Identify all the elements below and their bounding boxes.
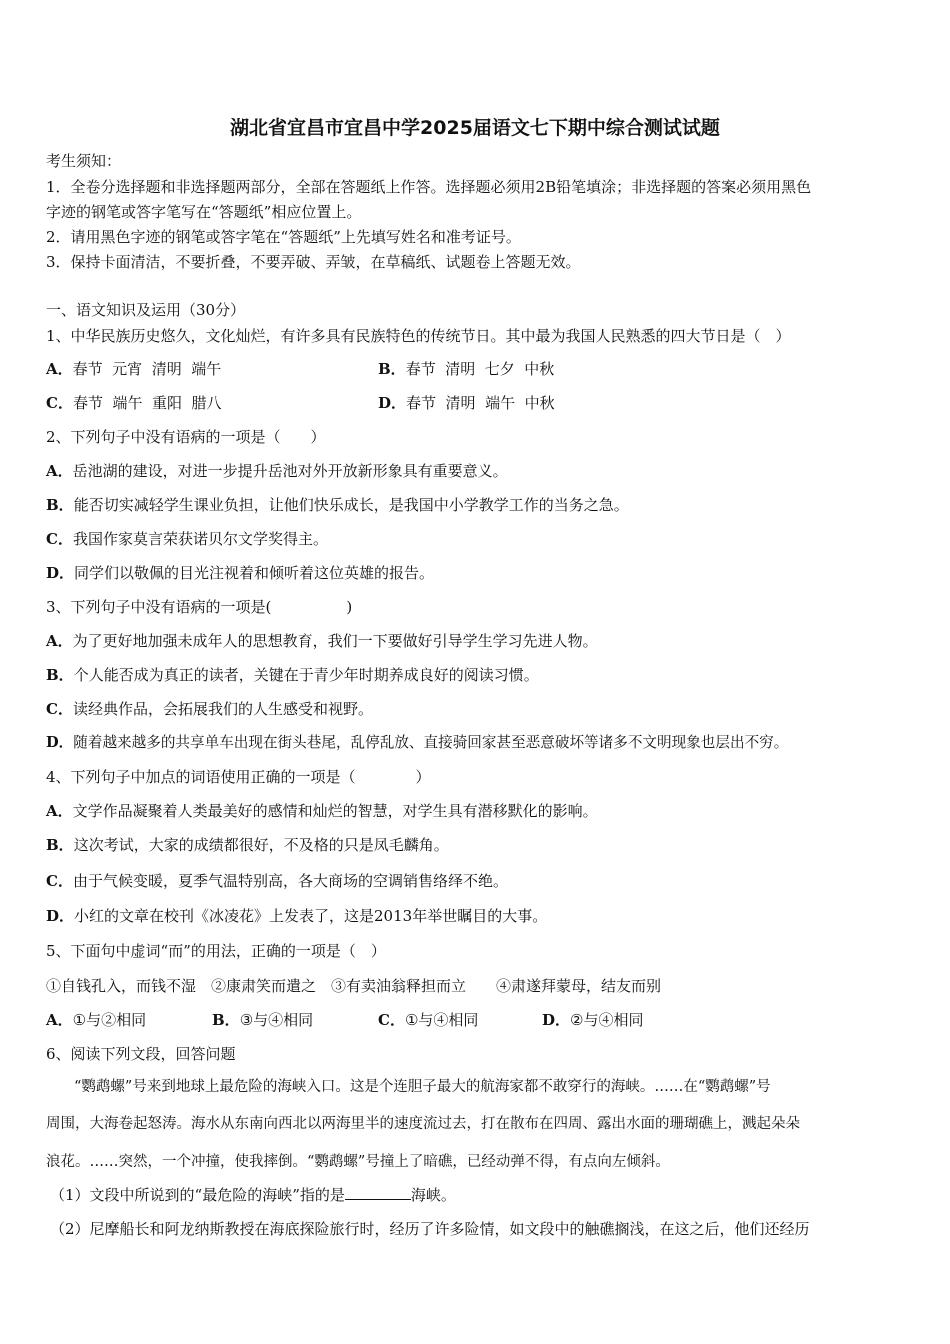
q4-option-c (46, 870, 508, 892)
notice-item: 2．请用黑色字迹的钢笔或答字笔在“答题纸”上先填写姓名和准考证号。 (46, 228, 521, 246)
option-text: 个人能否成为真正的读者，关键在于青少年时期养成良好的阅读习惯。 (73, 666, 539, 684)
option-text: 春节 元宵 清明 端午 (72, 360, 222, 378)
option-text: 为了更好地加强未成年人的思想教育，我们一下要做好引导学生学习先进人物。 (72, 632, 598, 650)
q6-sub-question-2: （2）尼摩船长和阿龙纳斯教授在海底探险旅行时，经历了许多险情，如文段中的触礁搁浅，在这之后，他们还经历 (50, 1220, 810, 1238)
option-letter: C． (378, 1011, 405, 1029)
option-letter: D． (46, 734, 74, 751)
passage-line: “鹦鹉螺”号来到地球上最危险的海峡入口。这是个连胆子最大的航海家都不敢穿行的海峡。……在“鹦鹉螺”号 (74, 1079, 771, 1095)
option-text: 能否切实减轻学生课业负担，让他们快乐成长，是我国中小学教学工作的当务之急。 (73, 496, 629, 514)
q1-option-d (378, 392, 555, 414)
section-heading: 一、语文知识及运用（30分） (46, 301, 246, 319)
passage-line: 周围，大海卷起怒涛。海水从东南向西北以两海里半的速度流过去，打在散布在四周、露出水面的珊瑚礁上，溅起朵朵 (46, 1116, 800, 1132)
q1-option-a (46, 358, 221, 380)
option-letter: D． (378, 394, 407, 412)
q2-option-a (46, 460, 508, 482)
option-letter: A． (46, 1011, 73, 1029)
question-2-stem: 2、下列句子中没有语病的一项是（ ） (46, 428, 326, 446)
option-text: 同学们以敬佩的目光注视着和倾听着这位英雄的报告。 (74, 564, 435, 582)
option-text: 我国作家莫言荣获诺贝尔文学奖得主。 (72, 530, 328, 548)
option-letter: B． (46, 666, 74, 684)
q2-option-b (46, 494, 629, 516)
q5-option-c (378, 1009, 478, 1031)
answer-blank[interactable] (345, 1185, 411, 1200)
exam-title: 湖北省宜昌市宜昌中学2025届语文七下期中综合测试试题 (230, 117, 720, 139)
option-letter: A． (46, 632, 73, 650)
q5-option-a (46, 1009, 146, 1031)
option-text: ②与④相同 (570, 1011, 644, 1029)
option-text: 岳池湖的建设，对进一步提升岳池对外开放新形象具有重要意义。 (72, 462, 508, 480)
option-letter: C． (46, 872, 73, 890)
question-6-stem: 6、阅读下列文段，回答问题 (46, 1045, 236, 1063)
option-text: ①与④相同 (404, 1011, 479, 1029)
passage-line: 浪花。……突然，一个冲撞，使我摔倒。“鹦鹉螺”号撞上了暗礁，已经动弹不得，有点向左倾斜。 (46, 1154, 670, 1170)
option-letter: B． (46, 836, 74, 854)
q3-option-d (46, 732, 788, 754)
option-text: ①与②相同 (72, 1011, 147, 1029)
option-text: 随着越来越多的共享单车出现在街头巷尾，乱停乱放、直接骑回家甚至恶意破坏等诸多不文明现象也层出不穷。 (73, 734, 789, 751)
option-letter: D． (46, 564, 75, 582)
option-text: 由于气候变暖，夏季气温特别高，各大商场的空调销售络绎不绝。 (72, 872, 508, 890)
q3-option-b (46, 664, 539, 686)
question-1-stem: 1、中华民族历史悠久，文化灿烂，有许多具有民族特色的传统节日。其中最为我国人民熟悉的四大节日是（ ） (46, 327, 791, 345)
q6-sub-question-1 (50, 1184, 456, 1206)
question-3-stem: 3、下列句子中没有语病的一项是( ) (46, 598, 353, 616)
q3-option-c (46, 698, 373, 720)
option-letter: D． (46, 907, 75, 925)
option-letter: B． (46, 496, 74, 514)
q2-option-c (46, 528, 328, 550)
option-letter: A． (46, 462, 73, 480)
notice-item: 1．全卷分选择题和非选择题两部分，全部在答题纸上作答。选择题必须用2B铅笔填涂；非选择题的答案必须用黑色 (46, 178, 812, 196)
option-letter: C． (46, 700, 73, 718)
q5-sentences: ①自钱孔入，而钱不湿 ②康肃笑而遣之 ③有卖油翁释担而立 ④肃遂拜蒙母，结友而别 (46, 977, 662, 995)
q5-option-b (212, 1009, 313, 1031)
q1-option-c (46, 392, 222, 414)
q2-option-d (46, 562, 434, 584)
option-letter: B． (212, 1011, 240, 1029)
option-letter: B． (378, 360, 406, 378)
question-5-stem: 5、下面句中虚词“而”的用法，正确的一项是（ ） (46, 942, 386, 960)
option-letter: D． (542, 1011, 571, 1029)
q5-option-d (542, 1009, 643, 1031)
option-letter: C． (46, 530, 73, 548)
q1-option-b (378, 358, 554, 380)
option-text: ③与④相同 (239, 1011, 314, 1029)
option-letter: A． (46, 802, 73, 820)
option-text: 文学作品凝聚着人类最美好的感情和灿烂的智慧，对学生具有潜移默化的影响。 (72, 802, 598, 820)
option-text: 春节 清明 七夕 中秋 (405, 360, 555, 378)
option-letter: A． (46, 360, 73, 378)
sub-question-prefix: （1）文段中所说到的“最危险的海峡”指的是 (50, 1186, 345, 1204)
option-text: 这次考试，大家的成绩都很好，不及格的只是凤毛麟角。 (73, 836, 449, 854)
notice-item: 3．保持卡面清洁，不要折叠，不要弄破、弄皱，在草稿纸、试题卷上答题无效。 (46, 253, 581, 271)
q4-option-a (46, 800, 598, 822)
notice-item: 字迹的钢笔或答字笔写在“答题纸”相应位置上。 (46, 203, 362, 221)
notice-heading: 考生须知： (46, 152, 122, 170)
option-text: 小红的文章在校刊《冰凌花》上发表了，这是2013年举世瞩目的大事。 (74, 907, 548, 925)
q4-option-b (46, 834, 449, 856)
option-letter: C． (46, 394, 73, 412)
option-text: 春节 端午 重阳 腊八 (72, 394, 222, 412)
option-text: 读经典作品，会拓展我们的人生感受和视野。 (72, 700, 373, 718)
q4-option-d (46, 905, 547, 927)
sub-question-suffix: 海峡。 (410, 1186, 456, 1204)
question-4-stem: 4、下列句子中加点的词语使用正确的一项是（ ） (46, 768, 431, 786)
option-text: 春节 清明 端午 中秋 (406, 394, 555, 412)
q3-option-a (46, 630, 598, 652)
